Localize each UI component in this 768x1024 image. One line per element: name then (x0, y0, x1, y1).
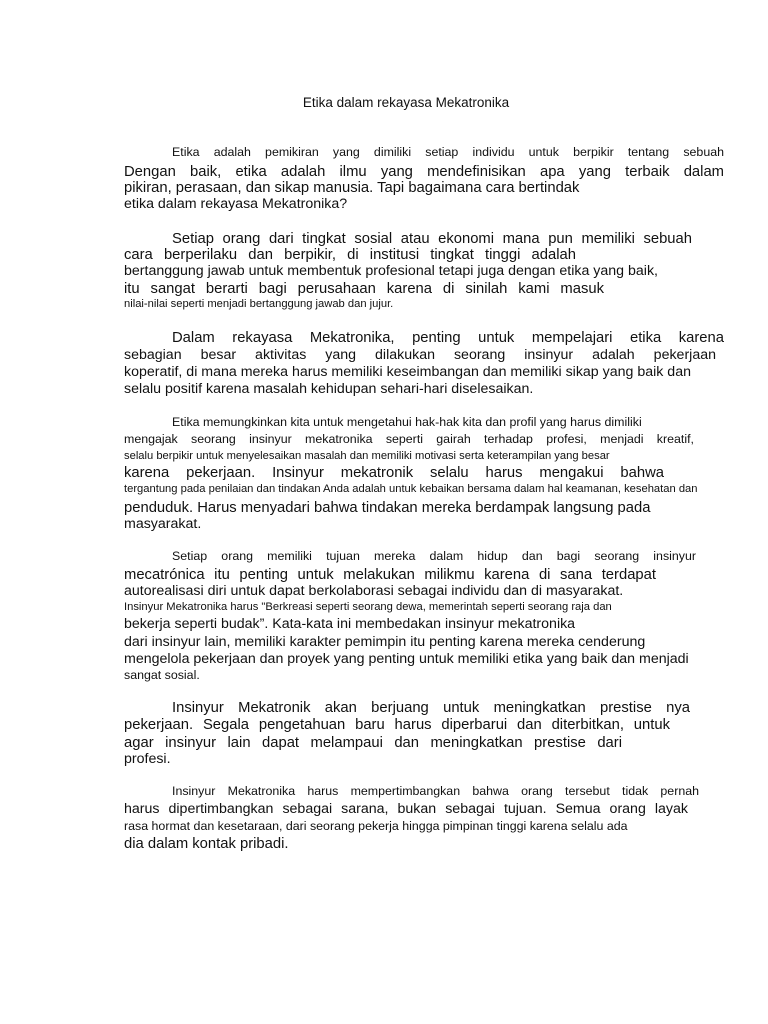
paragraph-line: dari insinyur lain, memiliki karakter pemimpin itu penting karena mereka cenderung (124, 634, 646, 650)
paragraph-line: bekerja seperti budak”. Kata-kata ini membedakan insinyur mekatronika (124, 616, 576, 632)
document-title: Etika dalam rekayasa Mekatronika (302, 95, 510, 110)
paragraph-line: selalu positif karena masalah kehidupan sehari-hari diselesaikan. (124, 381, 534, 397)
paragraph-line: itu sangat berarti bagi perusahaan karena di sinilah kami masuk (124, 281, 604, 297)
paragraph-line: Etika adalah pemikiran yang dimiliki setiap individu untuk berpikir tentang sebuah (172, 145, 724, 159)
paragraph-line: Insinyur Mekatronika harus mempertimbangkan bahwa orang tersebut tidak pernah (172, 784, 699, 798)
paragraph-line: cara berperilaku dan berpikir, di institusi tingkat tinggi adalah (124, 247, 576, 263)
paragraph-line: karena pekerjaan. Insinyur mekatronik selalu harus mengakui bahwa (124, 465, 664, 481)
paragraph-line: mecatrónica itu penting untuk melakukan milikmu karena di sana terdapat (124, 567, 656, 583)
paragraph-line: sebagian besar aktivitas yang dilakukan seorang insinyur adalah pekerjaan (124, 347, 716, 363)
paragraph-line: mengelola pekerjaan dan proyek yang penting untuk memiliki etika yang baik dan menjadi (124, 651, 689, 667)
paragraph-line: rasa hormat dan kesetaraan, dari seorang pekerja hingga pimpinan tinggi karena selalu ada (124, 819, 628, 833)
paragraph-line: etika dalam rekayasa Mekatronika? (124, 196, 348, 212)
paragraph-line: pekerjaan. Segala pengetahuan baru harus diperbarui dan diterbitkan, untuk (124, 717, 670, 733)
paragraph-line: sangat sosial. (124, 668, 200, 682)
paragraph-line: masyarakat. (124, 516, 202, 532)
paragraph-line: Insinyur Mekatronika harus "Berkreasi seperti seorang dewa, memerintah seperti seorang raja dan (124, 601, 612, 613)
paragraph-line: pikiran, perasaan, dan sikap manusia. Tapi bagaimana cara bertindak (124, 180, 580, 196)
paragraph-line: penduduk. Harus menyadari bahwa tindakan mereka berdampak langsung pada (124, 500, 651, 516)
paragraph-line: mengajak seorang insinyur mekatronika seperti gairah terhadap profesi, menjadi kreatif, (124, 432, 694, 446)
paragraph-line: Insinyur Mekatronik akan berjuang untuk meningkatkan prestise nya (172, 700, 690, 716)
paragraph-line: profesi. (124, 751, 171, 767)
paragraph-line: agar insinyur lain dapat melampaui dan meningkatkan prestise dari (124, 735, 622, 751)
paragraph-line: Dalam rekayasa Mekatronika, penting untuk mempelajari etika karena (172, 330, 724, 346)
paragraph-line: tergantung pada penilaian dan tindakan Anda adalah untuk kebaikan bersama dalam hal keamanan, kesehatan dan (124, 483, 698, 495)
paragraph-line: Setiap orang dari tingkat sosial atau ekonomi mana pun memiliki sebuah (172, 231, 692, 247)
paragraph-line: koperatif, di mana mereka harus memiliki keseimbangan dan memiliki sikap yang baik dan (124, 364, 691, 380)
paragraph-line: selalu berpikir untuk menyelesaikan masalah dan memiliki motivasi serta keterampilan yang besar (124, 450, 610, 462)
paragraph-line: Setiap orang memiliki tujuan mereka dalam hidup dan bagi seorang insinyur (172, 549, 696, 563)
paragraph-line: nilai-nilai seperti menjadi bertanggung jawab dan jujur. (124, 298, 394, 310)
paragraph-line: Etika memungkinkan kita untuk mengetahui hak-hak kita dan profil yang harus dimiliki (172, 415, 642, 429)
paragraph-line: harus dipertimbangkan sebagai sarana, bukan sebagai tujuan. Semua orang layak (124, 801, 688, 817)
paragraph-line: Dengan baik, etika adalah ilmu yang mendefinisikan apa yang terbaik dalam (124, 164, 724, 180)
paragraph-line: bertanggung jawab untuk membentuk profesional tetapi juga dengan etika yang baik, (124, 263, 658, 279)
paragraph-line: dia dalam kontak pribadi. (124, 836, 289, 852)
paragraph-line: autorealisasi diri untuk dapat berkolaborasi sebagai individu dan di masyarakat. (124, 583, 624, 599)
